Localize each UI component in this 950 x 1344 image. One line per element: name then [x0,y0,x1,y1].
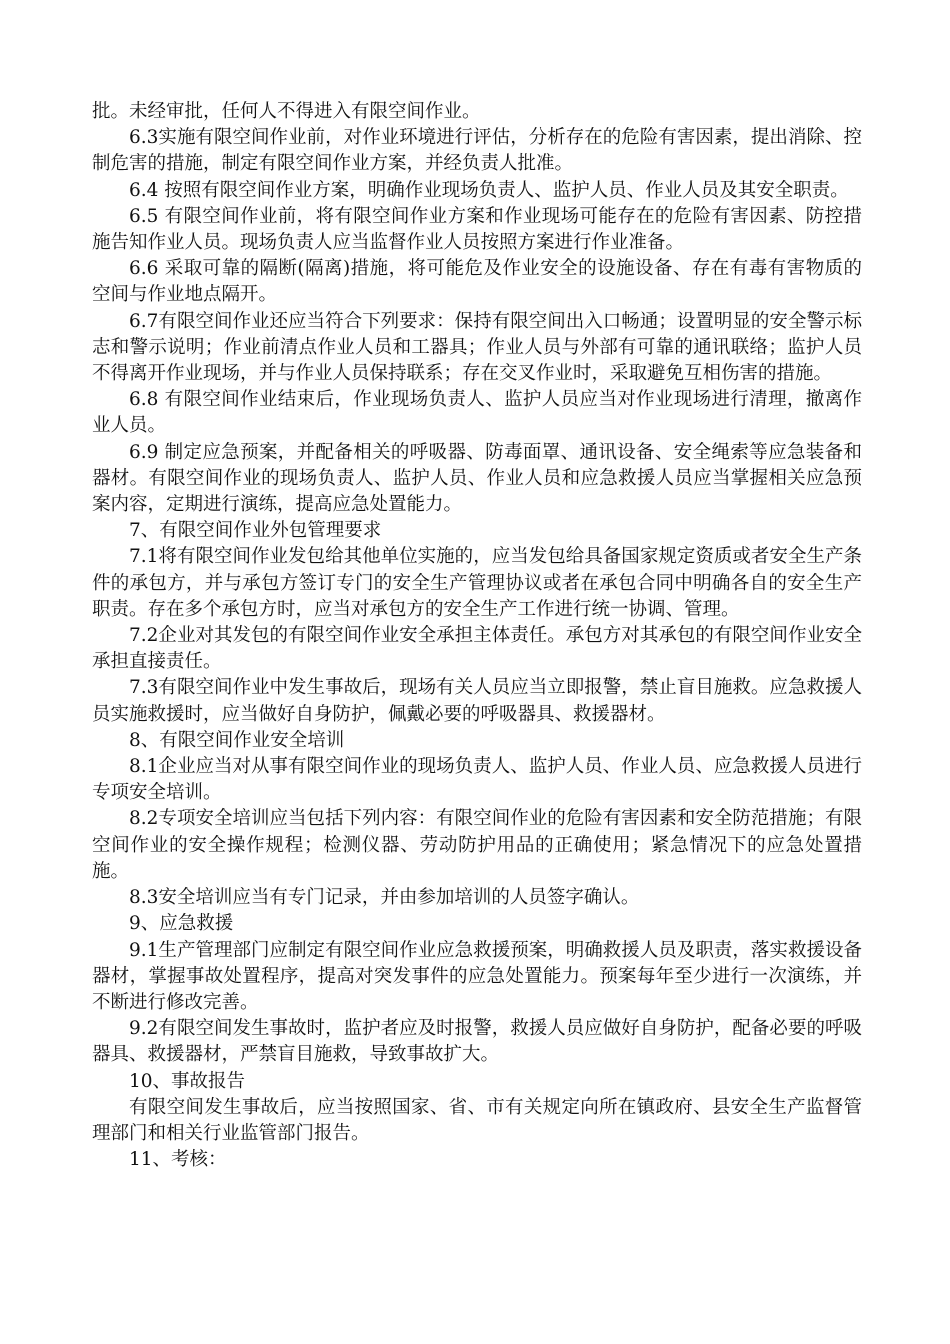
paragraph: 6.7有限空间作业还应当符合下列要求：保持有限空间出入口畅通；设置明显的安全警示标志和警示说明；作业前清点作业人员和工器具；作业人员与外部有可靠的通讯联络；监护人员不得离开作业现场，并与作业人员保持联系；存在交叉作业时，采取避免互相伤害的措施。 [92,310,862,385]
paragraph: 7.3有限空间作业中发生事故后，现场有关人员应当立即报警，禁止盲目施救。应急救援人员实施救援时，应当做好自身防护，佩戴必要的呼吸器具、救援器材。 [92,677,862,725]
document-body [92,99,862,1173]
paragraph: 10、事故报告 [129,1070,246,1092]
paragraph: 批。未经审批，任何人不得进入有限空间作业。 [92,101,481,122]
paragraph: 6.4 按照有限空间作业方案，明确作业现场负责人、监护人员、作业人员及其安全职责。 [129,179,849,201]
paragraph: 7.1将有限空间作业发包给其他单位实施的，应当发包给具备国家规定资质或者安全生产条件的承包方，并与承包方签订专门的安全生产管理协议或者在承包合同中明确各自的安全生产职责。存在多个承包方时，应当对承包方的安全生产工作进行统一协调、管理。 [92,546,862,620]
paragraph: 6.3实施有限空间作业前，对作业环境进行评估，分析存在的危险有害因素，提出消除、控制危害的措施，制定有限空间作业方案，并经负责人批准。 [92,127,862,175]
paragraph: 8.2专项安全培训应当包括下列内容：有限空间作业的危险有害因素和安全防范措施；有限空间作业的安全操作规程；检测仪器、劳动防护用品的正确使用；紧急情况下的应急处置措施。 [92,808,862,882]
paragraph: 7.2企业对其发包的有限空间作业安全承担主体责任。承包方对其承包的有限空间作业安全承担直接责任。 [92,625,862,673]
paragraph: 7、有限空间作业外包管理要求 [129,520,382,542]
paragraph: 9.2有限空间发生事故时，监护者应及时报警，救援人员应做好自身防护，配备必要的呼吸器具、救援器材，严禁盲目施救，导致事故扩大。 [92,1018,862,1066]
paragraph: 9、应急救援 [129,913,234,935]
paragraph: 6.8 有限空间作业结束后，作业现场负责人、监护人员应当对作业现场进行清理，撤离作业人员。 [92,389,862,437]
paragraph: 8.1企业应当对从事有限空间作业的现场负责人、监护人员、作业人员、应急救援人员进行专项安全培训。 [92,756,862,804]
paragraph: 6.5 有限空间作业前，将有限空间作业方案和作业现场可能存在的危险有害因素、防控措施告知作业人员。现场负责人应当监督作业人员按照方案进行作业准备。 [92,205,862,254]
paragraph: 有限空间发生事故后，应当按照国家、省、市有关规定向所在镇政府、县安全生产监督管理部门和相关行业监管部门报告。 [92,1096,862,1144]
paragraph: 9.1生产管理部门应制定有限空间作业应急救援预案，明确救援人员及职责，落实救援设备器材，掌握事故处置程序，提高对突发事件的应急处置能力。预案每年至少进行一次演练，并不断进行修改完善。 [92,939,862,1013]
paragraph: 8、有限空间作业安全培训 [129,729,345,751]
paragraph: 11、考核： [129,1149,227,1171]
paragraph: 6.9 制定应急预案，并配备相关的呼吸器、防毒面罩、通讯设备、安全绳索等应急装备和器材。有限空间作业的现场负责人、监护人员、作业人员和应急救援人员应当掌握相关应急预案内容，定期进行演练，提高应急处置能力。 [92,441,862,516]
paragraph: 8.3安全培训应当有专门记录，并由参加培训的人员签字确认。 [129,887,640,909]
paragraph: 6.6 采取可靠的隔断(隔离)措施，将可能危及作业安全的设施设备、存在有毒有害物质的空间与作业地点隔开。 [92,258,862,306]
